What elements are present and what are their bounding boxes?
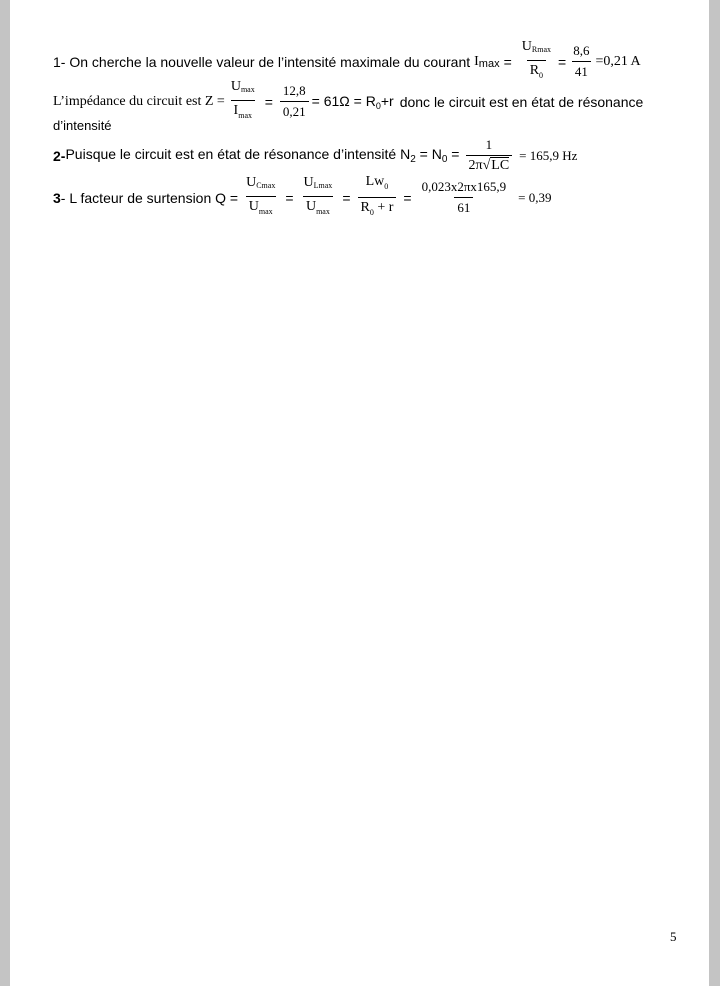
line5-text: - L facteur de surtension Q = [60,189,239,206]
line-quality-factor [53,174,552,221]
equals-sign: = [558,53,567,70]
fraction-umax-imax: $\frac{Umax}{I_{max}}$ [228,79,258,124]
fraction-8-6-over-41: $\frac{8,6}{41}$ [573,43,590,79]
equals-sign: = [285,189,294,206]
fraction-ulmax-umax: $\frac{ULmax}{U_{max}}$ [301,175,336,220]
line2-result: = $61\Omega = R_0+r$ [311,92,394,111]
fraction-1-over-2pi-sqrt-lc: $\frac{1}{2\pi√LC}$ [466,137,513,174]
item-number-3: 3 [53,189,61,206]
equals-sign: = [264,93,273,110]
line2-text: L’impédance du circuit est Z = [53,93,225,109]
page-number: 5 [670,929,677,944]
line1-result: =0,21 A [595,53,641,69]
i-max-symbol: Imax [474,53,500,70]
line3-text: d’intensité [53,118,112,133]
fraction-urmax-r0: $\frac{URmax}{R_0}$ [519,39,554,84]
equals-sign: = [503,53,512,70]
line4-result: = 165,9 Hz [519,147,578,163]
line4-text: Puisque le circuit est en état de résonance d’intensité $N_2 = N_0$ = [65,146,460,165]
fraction-lw0-r0-plus-r: $\frac{Lw_0}{R_0 + r}$ [358,174,397,221]
item-number-2: 2- [53,147,66,164]
document-page [10,0,709,986]
sqrt-symbol: √ [482,158,491,173]
line2-rest: donc le circuit est en état de résonance [399,93,644,110]
fraction-ucmax-umax: $\frac{UCmax}{U_{max}}$ [243,175,278,220]
fraction-12-8-over-0-21: $\frac{12,8}{0,21}$ [280,83,309,120]
fraction-numeric-q: $\frac{0,023x2\pi x165,9}{61}$ [421,179,507,215]
line-intensity-word [53,118,112,133]
line-resonance-frequency [53,137,577,174]
equals-sign: = [342,189,351,206]
equals-sign: = [403,189,412,206]
line1-text: 1- On cherche la nouvelle valeur de l’intensité maximale du courant [53,53,471,70]
line-impedance [53,79,643,124]
line5-result: = 0,39 [518,189,552,205]
line-max-current [53,39,641,84]
